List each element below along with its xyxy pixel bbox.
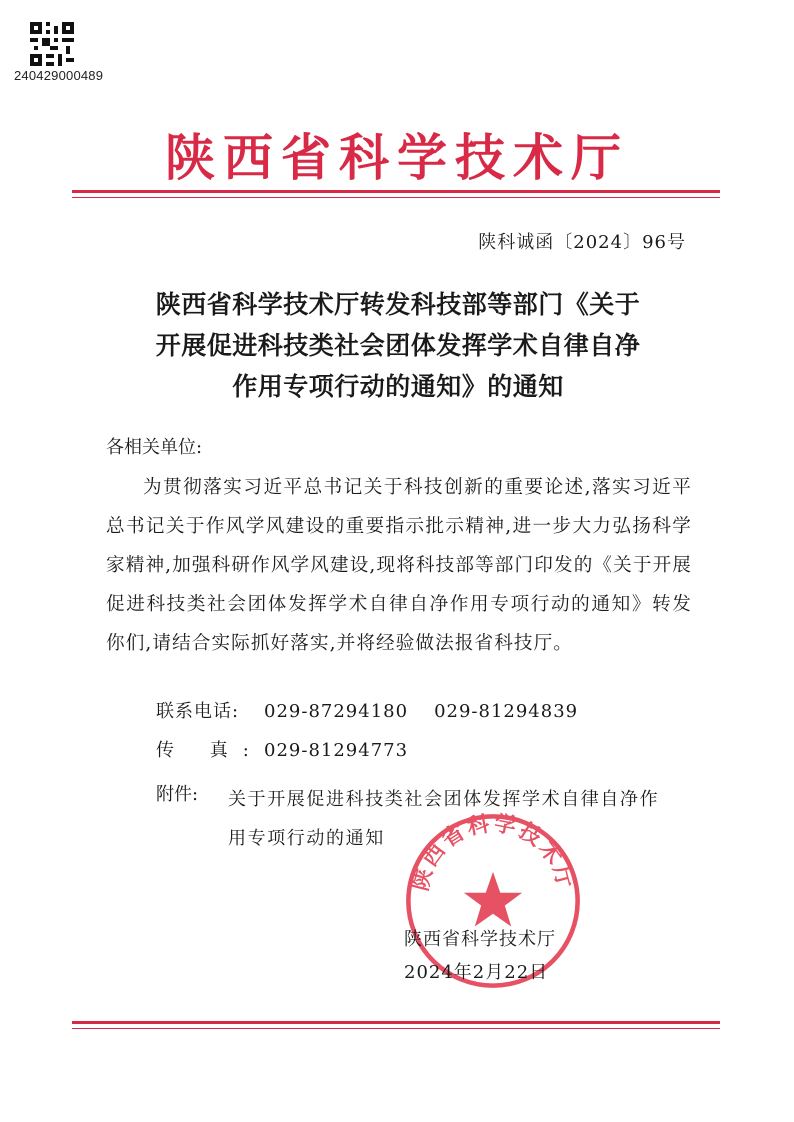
fax-number: 029-81294773	[264, 740, 409, 761]
title-line: 开展促进科技类社会团体发挥学术自律自净	[155, 331, 641, 360]
title-line: 作用专项行动的通知》的通知	[232, 372, 564, 401]
salutation: 各相关单位:	[106, 437, 203, 458]
seal-text: 陕西省科学技术厅	[407, 810, 579, 894]
attachment-label: 附件:	[156, 784, 199, 805]
phone-line	[156, 697, 578, 723]
star-icon	[464, 872, 522, 927]
document-number: 陕科诚函〔2024〕96号	[478, 232, 686, 253]
phone-label: 联系电话:	[156, 701, 240, 722]
document-title	[100, 284, 696, 407]
signature-date: 2024年2月22日	[404, 962, 549, 983]
header-rule-thick	[72, 190, 720, 193]
footer-rule-thick	[72, 1021, 720, 1024]
document-code: 240429000489	[14, 68, 104, 83]
phone-number-1: 029-87294180	[264, 701, 409, 722]
agency-letterhead: 陕西省科学技术厅	[165, 128, 629, 187]
fax-label: 传 真:	[156, 740, 264, 761]
qr-code-icon	[30, 22, 74, 66]
phone-number-2: 029-81294839	[434, 701, 579, 722]
attachment-title: 关于开展促进科技类社会团体发挥学术自律自净作用专项行动的通知	[228, 789, 660, 849]
body-paragraph: 为贯彻落实习近平总书记关于科技创新的重要论述,落实习近平总书记关于作风学风建设的重要指示批示精神,进一步大力弘扬科学家精神,加强科研作风学风建设,现将科技部等部门印发的《关于开展促进科技类社会团体发挥学术自律自净作用专项行动的通知》转发你们,请结合实际抓好落实,并将经验做法报省科技厅。	[106, 477, 692, 654]
footer-rule-thin	[72, 1028, 720, 1029]
signature-organization: 陕西省科学技术厅	[404, 929, 556, 950]
header-rule-thin	[72, 197, 720, 198]
title-line: 陕西省科学技术厅转发科技部等部门《关于	[155, 290, 641, 319]
fax-line	[156, 736, 408, 762]
